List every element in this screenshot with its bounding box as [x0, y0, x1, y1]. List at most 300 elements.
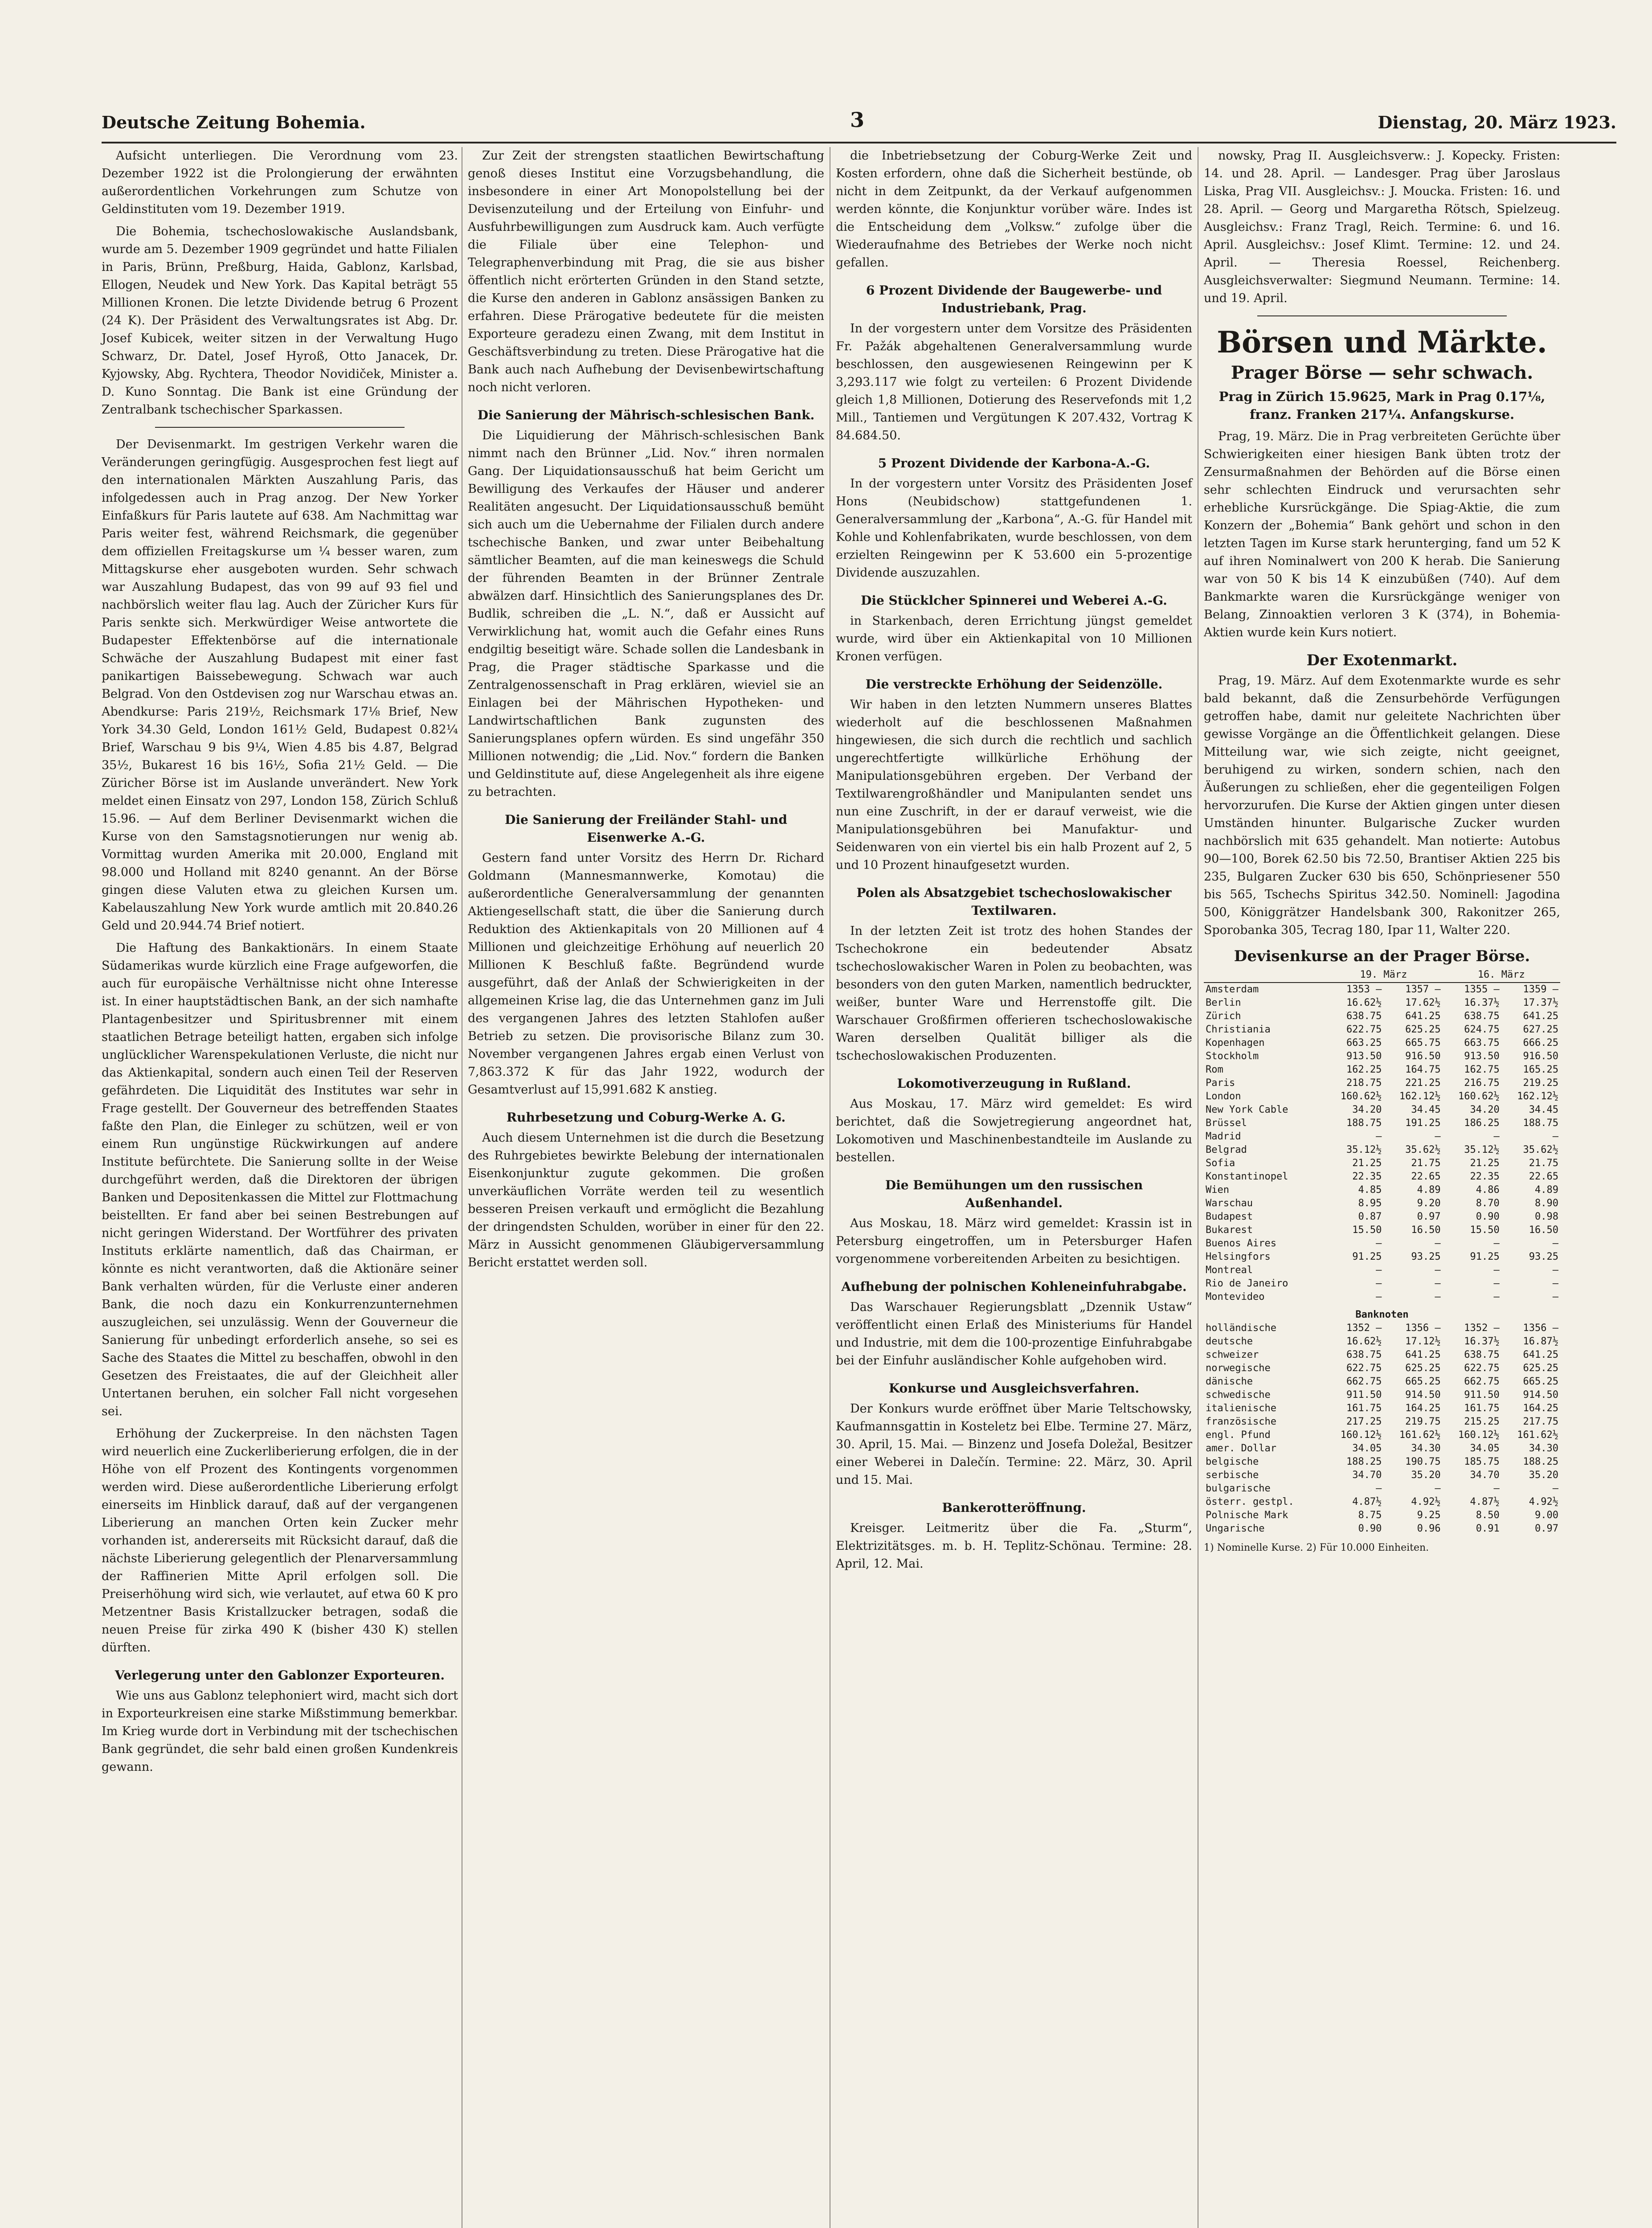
rate-value: 4.87½	[1352, 1496, 1382, 1507]
rate-value: —	[1376, 1278, 1382, 1289]
rate-value: 1356 —	[1523, 1323, 1558, 1334]
rate-value: 35.62½	[1523, 1144, 1558, 1155]
rate-value: 35.62½	[1405, 1144, 1441, 1155]
rate-value: 16.37½	[1464, 1336, 1500, 1347]
column-4	[1204, 147, 1560, 1557]
rate-value: 4.87½	[1470, 1496, 1500, 1507]
rate-value: 17.12½	[1405, 1336, 1441, 1347]
rates-col-date-1: 19. März	[1325, 968, 1442, 983]
rate-value: 914.50	[1405, 1389, 1441, 1401]
rate-value: —	[1376, 1483, 1382, 1494]
rate-value: 160.12½	[1340, 1429, 1382, 1441]
currency-name: französische	[1206, 1416, 1276, 1427]
currency-name: norwegische	[1206, 1363, 1271, 1374]
banknotes-heading: Banknoten	[1355, 1309, 1409, 1320]
rate-value: 0.87	[1358, 1211, 1382, 1222]
rate-value: 622.75	[1464, 1363, 1500, 1374]
rate-value: 16.62½	[1346, 1336, 1382, 1347]
rate-row	[1204, 1482, 1560, 1495]
rate-value: 93.25	[1411, 1251, 1441, 1262]
article-paragraph: Erhöhung der Zuckerpreise. In den nächsten Tagen wird neuerlich eine Zuckerliberierung erfolgen, die in der Höhe von elf Prozent des Kontingents vorgenommen werden wird. Diese außerordentliche Liberierung erfolgt einerseits im Hinblick darauf, daß auf der vergangenen Liberierung an manchen Orten kein Zucker mehr vorhanden ist, andererseits mit Rücksicht darauf, daß die nächste Liberierung gelegentlich der Plenarversammlung der Raffinerien Mitte April erfolgen soll. Die Preiserhöhung wird sich, wie verlautet, auf etwa 60 K pro Metzentner Basis Kristallzucker betragen, sodaß die neuen Preise für zirka 490 K (bisher 430 K) stellen dürften.	[102, 1427, 458, 1655]
rate-row	[1204, 1210, 1560, 1224]
currency-name: Madrid	[1206, 1131, 1241, 1142]
section-title-markets: Börsen und Märkte.	[1217, 325, 1547, 360]
article-paragraph: Aufsicht unterliegen. Die Verordnung vom 23. Dezember 1922 ist die Prolongierung der erwähnten außerordentlichen Vorkehrungen zum Schutze von Geldinstituten vom 19. Dezember 1919.	[102, 149, 458, 216]
rate-value: 638.75	[1464, 1011, 1500, 1022]
rate-value: 4.85	[1358, 1184, 1382, 1196]
rate-value: 35.20	[1411, 1470, 1441, 1481]
rate-value: 35.12½	[1346, 1144, 1382, 1155]
rate-value: 665.25	[1405, 1376, 1441, 1387]
rate-value: 188.25	[1346, 1456, 1382, 1467]
rate-value: 93.25	[1529, 1251, 1558, 1262]
article-heading: Lokomotiverzeugung in Rußland.	[897, 1076, 1131, 1091]
rate-value: 21.25	[1470, 1158, 1500, 1169]
rate-value: 911.50	[1464, 1389, 1500, 1401]
rate-value: —	[1435, 1483, 1441, 1494]
rate-value: 0.98	[1535, 1211, 1558, 1222]
rate-value: 34.45	[1529, 1104, 1558, 1115]
rate-row	[1204, 1130, 1560, 1143]
rate-value: 188.75	[1346, 1118, 1382, 1129]
rate-row	[1204, 1509, 1560, 1522]
currency-name: bulgarische	[1206, 1483, 1271, 1494]
prague-exchange-heading: Prager Börse — sehr schwach.	[1231, 362, 1533, 383]
rate-value: 216.75	[1464, 1077, 1500, 1089]
rate-value: 34.70	[1352, 1470, 1382, 1481]
rates-footnote: 1) Nominelle Kurse. 2) Für 10.000 Einheiten.	[1204, 1542, 1429, 1553]
rate-row	[1204, 1495, 1560, 1509]
article-paragraph: Zur Zeit der strengsten staatlichen Bewirtschaftung genoß dieses Institut eine Vorzugsbehandlung, die insbesondere in einer Art Monopolstellung bei der Devisenzuteilung und der Erteilung von Einfuhr- und Ausfuhrbewilligungen zum Ausdruck kam. Auch verfügte die Filiale über eine Telephon- und Telegraphenverbindung mit Prag, die sie aus bisher öffentlich nicht erörterten Gründen in den Stand setzte, die Kurse den anderen in Gablonz ansässigen Banken zu erfahren. Diese Prärogative bedeutete für die meisten Exporteure geradezu einen Zwang, mit dem Institut in Geschäftsverbindung zu treten. Diese Prärogative hat die Bank auch nach Aufhebung der Devisenbewirtschaftung noch nicht verloren.	[468, 149, 824, 394]
rate-value: 160.62½	[1340, 1091, 1382, 1102]
rate-value: 162.75	[1464, 1064, 1500, 1075]
rate-value: —	[1376, 1238, 1382, 1249]
rate-value: 219.75	[1405, 1416, 1441, 1427]
article-heading: Konkurse und Ausgleichsverfahren.	[888, 1381, 1140, 1396]
rate-row	[1204, 1429, 1560, 1442]
rate-value: 913.50	[1464, 1051, 1500, 1062]
rate-value: 1352 —	[1464, 1323, 1500, 1334]
article-heading: Ruhrbesetzung und Coburg-Werke A. G.	[506, 1110, 786, 1125]
rate-value: 8.70	[1476, 1198, 1500, 1209]
article-heading: 6 Prozent Dividende der Baugewerbe- und Industriebank, Prag.	[866, 283, 1162, 315]
article-paragraph: Kreisger. Leitmeritz über die Fa. „Sturm“, Elektrizitätsges. m. b. H. Teplitz-Schönau. Termine: 28. April, 12. Mai.	[836, 1521, 1192, 1571]
rate-value: 221.25	[1405, 1077, 1441, 1089]
currency-name: Ungarische	[1206, 1523, 1265, 1534]
rate-row	[1204, 1415, 1560, 1429]
rate-row	[1204, 1036, 1560, 1050]
rate-row	[1204, 1264, 1560, 1277]
rate-row	[1204, 996, 1560, 1010]
article-paragraph: nowsky, Prag II. Ausgleichsverw.: J. Kopecky. Fristen: 14. und 28. April. — Landesger. Prag über Jaroslaus Liska, Prag VII. Ausgleichsv.: J. Moucka. Fristen: 16. und 28. April. — Georg und Margaretha Rötsch, Spielzeug. Ausgleichsv.: Franz Tragl, Reich. Termine: 6. und 16. April. Ausgleichsv.: Josef Klimt. Termine: 12. und 24. April. — Theresia Roessel, Reichenberg. Ausgleichsverwalter: Siegmund Neumann. Termine: 14. und 19. April.	[1204, 149, 1560, 305]
rate-value: 186.25	[1464, 1118, 1500, 1129]
rate-value: 638.75	[1346, 1349, 1382, 1360]
rate-value: 622.75	[1346, 1363, 1382, 1374]
rates-table-title: Devisenkurse an der Prager Börse.	[1234, 947, 1530, 965]
article-paragraph: Die Bohemia, tschechoslowakische Auslandsbank, wurde am 5. Dezember 1909 gegründet und hatte Filialen in Paris, Brünn, Preßburg, Haida, Gablonz, Karlsbad, Ellogen, Neudek und New York. Das Kapital beträgt 55 Millionen Kronen. Die letzte Dividende betrug 6 Prozent (24 K). Der Präsident des Verwaltungsrates ist Abg. Dr. Josef Kubicek, weiter sitzen in der Verwaltung Hugo Schwarz, Dr. Datel, Josef Hyroß, Otto Janacek, Dr. Kyjowsky, Abg. Rychtera, Theodor Novidiček, Minister a. D. Kuno Sonntag. Die Bank ist eine Gründung der Zentralbank tschechischer Sparkassen.	[102, 225, 458, 417]
article-paragraph: Die Haftung des Bankaktionärs. In einem Staate Südamerikas wurde kürzlich eine Frage aufgeworfen, die auch für europäische Verhältnisse nicht ohne Interesse ist. In einer hauptstädtischen Bank, an der sich namhafte Plantagenbesitzer und Spiritusbrenner mit einem staatlichen Betrage beteiligt hatten, ergaben sich infolge unglücklicher Warenspekulationen Verluste, die nicht nur das Aktienkapital, sondern auch einen Teil der Reserven gefährdeten. Die Liquidität des Institutes war sehr in Frage gestellt. Der Gouverneur des betreffenden Staates faßte den Plan, die Einleger zu schützen, weil er von einem Run ungünstige Rückwirkungen auf andere Institute befürchtete. Die Sanierung sollte in der Weise durchgeführt werden, daß die Direktoren der übrigen Banken und Depositenkassen die Mittel zur Flottmachung beistellten. Er fand aber bei seinen Bestrebungen auf nicht geringen Widerstand. Der Wortführer des privaten Instituts erklärte namentlich, daß das Chairman, er könnte es nicht verantworten, daß die Aktionäre seiner Bank verhalten würden, für die Verluste einer anderen Bank, die noch dazu ein Konkurrenzunternehmen auszugleichen, sei unzulässig. Wenn der Gouverneur die Sanierung für unbedingt erforderlich ansehe, so sei es Sache des Staates die Mittel zu beschaffen, obwohl in den Gesetzen des Freistaates, die auf der Gleichheit aller Untertanen beruhen, ein solcher Fall nicht vorgesehen sei.	[102, 941, 458, 1418]
rate-value: 9.25	[1417, 1510, 1441, 1521]
rate-value: 1359 —	[1523, 984, 1558, 995]
currency-name: Polnische Mark	[1206, 1510, 1288, 1521]
rate-row	[1204, 1103, 1560, 1117]
currency-name: Stockholm	[1206, 1051, 1259, 1062]
rate-value: 190.75	[1405, 1456, 1441, 1467]
column-3	[836, 147, 1192, 1577]
currency-name: Kopenhagen	[1206, 1037, 1265, 1048]
rate-value: 1356 —	[1405, 1323, 1441, 1334]
rate-row	[1204, 1170, 1560, 1184]
rate-value: 22.35	[1470, 1171, 1500, 1182]
rate-value: 34.30	[1529, 1443, 1558, 1454]
rate-value: 164.25	[1405, 1403, 1441, 1414]
rate-row	[1204, 1455, 1560, 1469]
currency-name: Amsterdam	[1206, 984, 1259, 995]
rate-value: 638.75	[1346, 1011, 1382, 1022]
article-heading: 5 Prozent Dividende der Karbona-A.-G.	[878, 456, 1150, 471]
rate-row	[1204, 1402, 1560, 1415]
rate-value: 663.75	[1464, 1037, 1500, 1048]
rate-row	[1204, 1442, 1560, 1455]
rate-row	[1204, 1010, 1560, 1023]
rate-value: —	[1493, 1291, 1500, 1302]
article-paragraph: Wir haben in den letzten Nummern unseres Blattes wiederholt auf die beschlossenen Maßnahmen hingewiesen, die sich durch die rechtlich und sachlich ungerechtfertigte willkürliche Erhöhung der Manipulationsgebühren ergeben. Der Verband der Textilwarengroßhändler und Manipulanten sendet uns nun eine Zuschrift, in der er darauf verweist, wie die Manipulationsgebühren bei Manufaktur- und Seidenwaren von ein viertel bis ein halb Prozent auf 2, 5 und 10 Prozent hinaufgesetzt wurden.	[836, 698, 1192, 872]
rate-value: 0.91	[1476, 1523, 1500, 1534]
rate-value: —	[1552, 1131, 1558, 1142]
exchange-report: Prag, 19. März. Die in Prag verbreiteten Gerüchte über Schwierigkeiten einer hiesigen Bank übten trotz der Zensurmaßnahmen der Behörden auf die Börse einen sehr schlechten Eindruck und verursachten sehr erhebliche Kursrückgänge. Die Spiag-Aktie, die zum Konzern der „Bohemia“ Bank gehört und schon in den letzten Tagen im Kurse stark herunterging, fand um 52 K auf ihren Nominalwert von 200 K herab. Die Sanierung war von 50 K bis 14 K einzubüßen (740). Auf dem Bankmarkte waren die Kursrückgänge weniger von Belang, Zinnoaktien verloren 3 K (374), in Bohemia-Aktien wurde kein Kurs notiert.	[1204, 430, 1560, 639]
rate-value: —	[1376, 1131, 1382, 1142]
currency-name: Wien	[1206, 1184, 1229, 1196]
exotics-report: Prag, 19. März. Auf dem Exotenmarkte wurde es sehr bald bekannt, daß die Zensurbehörde Verfügungen getroffen habe, damit nur geleitete Nachrichten über gewisse Vorgänge an die Öffentlichkeit gelangen. Diese Mitteilung war, wie sich zeigte, nicht geeignet, beruhigend zu wirken, sondern schien, nach den Äußerungen zu schließen, eher die gegenteiligen Folgen hervorzurufen. Die Kurse der Aktien gingen unter diesen Umständen hinunter. Bulgarische Zucker wurden nachbörslich mit 635 gehandelt. Man notierte: Autobus 90—100, Borek 62.50 bis 72.50, Brantiser Aktien 225 bis 235, Bulgaren Zucker 630 bis 650, Schönpriesener 550 bis 565, Tschechs Spiritus 342.50. Nominell: Jagodina 500, Königgrätzer Handelsbank 300, Rakonitzer 265, Sporobanka 305, Tecrag 180, Ipar 11, Walter 220.	[1204, 674, 1560, 937]
currency-name: deutsche	[1206, 1336, 1253, 1347]
rate-value: 21.75	[1529, 1158, 1558, 1169]
rate-row	[1204, 1469, 1560, 1482]
section-rule	[1257, 315, 1507, 316]
rate-row	[1204, 1290, 1560, 1304]
rate-value: 0.97	[1417, 1211, 1441, 1222]
rate-value: 161.75	[1346, 1403, 1382, 1414]
article-paragraph: In der letzten Zeit ist trotz des hohen Standes der Tschechokrone ein bedeutender Absatz tschechoslowakischer Waren in Polen zu beobachten, was besonders von den guten Marken, namentlich bedruckter, weißer, bunter Ware und Herrenstoffe gilt. Die Warschauer Großfirmen offerieren tschechoslowakische Waren derselben Qualität billiger als die tschechoslowakischen Produzenten.	[836, 924, 1192, 1063]
rate-value: 17.37½	[1523, 997, 1558, 1008]
rate-value: 16.50	[1529, 1225, 1558, 1236]
rates-table-body	[1204, 983, 1560, 1536]
rate-row	[1204, 1117, 1560, 1130]
rate-value: 641.25	[1523, 1011, 1558, 1022]
currency-name: dänische	[1206, 1376, 1253, 1387]
currency-name: Brüssel	[1206, 1118, 1247, 1129]
currency-name: Rom	[1206, 1064, 1223, 1075]
rate-value: 34.70	[1470, 1470, 1500, 1481]
rate-value: 34.30	[1411, 1443, 1441, 1454]
rate-value: —	[1493, 1131, 1500, 1142]
rate-value: 161.62½	[1517, 1429, 1558, 1441]
rate-value: 662.75	[1346, 1376, 1382, 1387]
rate-value: —	[1376, 1265, 1382, 1276]
rate-value: 219.25	[1523, 1077, 1558, 1089]
article-paragraph: Gestern fand unter Vorsitz des Herrn Dr. Richard Goldmann (Mannesmannwerke, Komotau) die außerordentliche Generalversammlung der genannten Aktiengesellschaft statt, die über die Sanierung durch Reduktion des Aktienkapitals von 20 Millionen auf 4 Millionen und gleichzeitige Erhöhung auf neuerlich 20 Millionen K Beschluß faßte. Begründend wurde ausgeführt, daß der Anlaß der Schwierigkeiten in der allgemeinen Krise lag, die das Unternehmen ganz im Juli des vergangenen Jahres des letzten Stahlofen außer Betrieb zu setzen. Die provisorische Bilanz zum 30. November vergangenen Jahres ergab einen Verlust von 7,863.372 K für das Jahr 1922, wodurch der Gesamtverlust auf 15,991.682 K anstieg.	[468, 851, 824, 1097]
rate-value: 16.87½	[1523, 1336, 1558, 1347]
rate-row	[1204, 1197, 1560, 1210]
rate-row	[1204, 1023, 1560, 1036]
page-number: 3	[850, 108, 865, 132]
rate-value: 1353 —	[1346, 984, 1382, 995]
rate-value: 34.20	[1352, 1104, 1382, 1115]
currency-name: Buenos Aires	[1206, 1238, 1276, 1249]
rate-value: 22.65	[1529, 1171, 1558, 1182]
currency-name: Christiania	[1206, 1024, 1271, 1035]
masthead-title: Deutsche Zeitung Bohemia.	[102, 112, 366, 132]
rate-row	[1204, 1157, 1560, 1170]
rate-value: 165.25	[1523, 1064, 1558, 1075]
article-paragraph: Wie uns aus Gablonz telephoniert wird, macht sich dort in Exporteurkreisen eine starke Mißstimmung bemerkbar. Im Krieg wurde dort in Verbindung mit der tschechischen Bank gegründet, die sehr bald einen großen Kundenkreis gewann.	[102, 1689, 458, 1774]
rate-value: 34.05	[1470, 1443, 1500, 1454]
rate-value: 160.12½	[1458, 1429, 1500, 1441]
rate-value: —	[1552, 1483, 1558, 1494]
article-paragraph: Auch diesem Unternehmen ist die durch die Besetzung des Ruhrgebietes bewirkte Belebung der internationalen Eisenkonjunktur zugute gekommen. Die großen unverkäuflichen Vorräte werden teil zu wesentlich besseren Preisen verkauft und ermöglicht die Bezahlung der dringendsten Schulden, worüber in einer für den 22. März in Aussicht genommenen Gläubigerversammlung Bericht erstattet werden soll.	[468, 1131, 824, 1270]
rate-value: —	[1493, 1265, 1500, 1276]
rate-value: 665.75	[1405, 1037, 1441, 1048]
article-paragraph: Der Devisenmarkt. Im gestrigen Verkehr waren die Veränderungen geringfügig. Ausgesprochen fest liegt auf den internationalen Märkten Auszahlung Paris, das infolgedessen auch in Prag anzog. Der New Yorker Einfaßkurs für Paris lautete auf 638. Am Nachmittag war Paris weiter fest, während Reichsmark, die gegenüber dem offiziellen Freitagskurse um ¼ besser waren, zum Mittagskurse eher ausgeboten wurden. Sehr schwach war Auszahlung Budapest, das von 99 auf 93 fiel und nachbörslich weiter flau lag. Auch der Züricher Kurs für Paris senkte sich. Merkwürdiger Weise antwortete die Budapester Effektenbörse auf die internationale Schwäche der Auszahlung Budapest mit einer fast panikartigen Baissebewegung. Schwach war auch Belgrad. Von den Ostdevisen zog nur Warschau etwas an. Abendkurse: Paris 219½, Reichsmark 17⅛ Brief, New York 34.30 Geld, London 161½ Geld, Budapest 0.82¼ Brief, Warschau 9 bis 9¼, Wien 4.85 bis 4.87, Belgrad 35½, Bukarest 16 bis 16½, Sofia 21½ Geld. — Die Züricher Börse ist im Auslande unverändert. New York meldet einen Einsatz von 297, London 158, Zürich Schluß 15.96. — Auf dem Berliner Devisenmarkt wichen die Kurse von den Samstagsnotierungen nur wenig ab. Vormittag wurden Amerika mit 20.000, England mit 98.000 und Holland mit 8240 genannt. An der Börse gingen diese Valuten etwa zu gleichen Kursen um. Kabelauszahlung New York wurde amtlich mit 20.840.26 Geld und 20.944.74 Brief notiert.	[102, 438, 458, 933]
rate-row	[1204, 1143, 1560, 1157]
rate-row	[1204, 1250, 1560, 1264]
rate-value: 625.25	[1405, 1363, 1441, 1374]
article-heading: Die Sanierung der Freiländer Stahl- und Eisenwerke A.-G.	[505, 812, 787, 845]
currency-name: schweizer	[1206, 1349, 1259, 1360]
rate-value: 641.25	[1405, 1349, 1441, 1360]
rate-value: —	[1493, 1238, 1500, 1249]
banknotes-section	[1204, 1304, 1560, 1322]
rate-row	[1204, 1077, 1560, 1090]
exchange-rates-table	[1204, 968, 1560, 1536]
rate-value: —	[1435, 1278, 1441, 1289]
rate-value: 35.12½	[1464, 1144, 1500, 1155]
rate-value: —	[1552, 1238, 1558, 1249]
currency-name: serbische	[1206, 1470, 1259, 1481]
rate-value: —	[1435, 1291, 1441, 1302]
rate-value: 0.96	[1417, 1523, 1441, 1534]
rate-value: 914.50	[1523, 1389, 1558, 1401]
rate-value: 35.20	[1529, 1470, 1558, 1481]
rate-value: 161.62½	[1399, 1429, 1441, 1441]
rate-row	[1204, 1322, 1560, 1335]
insolvency-notices	[1204, 147, 1560, 307]
rate-row	[1204, 1335, 1560, 1348]
column-1	[102, 147, 458, 1781]
page-header	[102, 102, 1616, 142]
rate-value: 911.50	[1346, 1389, 1382, 1401]
issue-date: Dienstag, 20. März 1923.	[1378, 112, 1616, 132]
rate-row	[1204, 983, 1560, 996]
rate-row	[1204, 1522, 1560, 1536]
currency-name: Sofia	[1206, 1158, 1235, 1169]
currency-name: London	[1206, 1091, 1241, 1102]
currency-name: Warschau	[1206, 1198, 1253, 1209]
rate-value: 666.25	[1523, 1037, 1558, 1048]
rate-value: —	[1552, 1278, 1558, 1289]
currency-name: belgische	[1206, 1456, 1259, 1467]
rate-value: 4.89	[1417, 1184, 1441, 1196]
rate-value: 622.75	[1346, 1024, 1382, 1035]
rate-value: 16.50	[1411, 1225, 1441, 1236]
rate-value: 191.25	[1405, 1118, 1441, 1129]
currency-name: Berlin	[1206, 997, 1241, 1008]
rate-row	[1204, 1224, 1560, 1237]
rates-blank-header	[1204, 968, 1325, 983]
rate-row	[1204, 1063, 1560, 1077]
rate-value: 8.50	[1476, 1510, 1500, 1521]
rate-value: 217.75	[1523, 1416, 1558, 1427]
currency-name: holländische	[1206, 1323, 1276, 1334]
currency-name: engl. Pfund	[1206, 1429, 1271, 1441]
article-heading: Die Sanierung der Mährisch-schlesischen Bank.	[477, 408, 815, 422]
rate-value: 22.35	[1352, 1171, 1382, 1182]
currency-name: Helsingfors	[1206, 1251, 1271, 1262]
rate-value: 4.92½	[1529, 1496, 1558, 1507]
header-rule	[102, 142, 1616, 143]
rate-value: 8.95	[1358, 1198, 1382, 1209]
article-paragraph: in Starkenbach, deren Errichtung jüngst gemeldet wurde, wird über ein Aktienkapital von 10 Millionen Kronen verfügen.	[836, 614, 1192, 663]
rate-value: 1357 —	[1405, 984, 1441, 995]
article-heading: Aufhebung der polnischen Kohleneinfuhrabgabe.	[841, 1279, 1187, 1294]
rate-value: 15.50	[1470, 1225, 1500, 1236]
rate-value: 161.75	[1464, 1403, 1500, 1414]
rate-value: 15.50	[1352, 1225, 1382, 1236]
rate-value: 665.25	[1523, 1376, 1558, 1387]
rate-value: 9.00	[1535, 1510, 1558, 1521]
rate-value: —	[1435, 1265, 1441, 1276]
rate-value: 22.65	[1411, 1171, 1441, 1182]
article-heading: Die Stücklcher Spinnerei und Weberei A.-G.	[861, 593, 1167, 608]
currency-name: schwedische	[1206, 1389, 1271, 1401]
rate-value: 916.50	[1405, 1051, 1441, 1062]
rate-value: 0.90	[1358, 1523, 1382, 1534]
currency-name: Budapest	[1206, 1211, 1253, 1222]
rate-row	[1204, 1237, 1560, 1250]
currency-name: Belgrad	[1206, 1144, 1247, 1155]
article-paragraph: Der Konkurs wurde eröffnet über Marie Teltschowsky, Kaufmannsgattin in Kosteletz bei Elbe. Termine 27. März, 30. April, 15. Mai. — Binzenz und Josefa Doležal, Besitzer einer Weberei in Dalečín. Termine: 22. März, 30. April und 15. Mai.	[836, 1402, 1192, 1487]
currency-name: Rio de Janeiro	[1206, 1278, 1288, 1289]
article-heading: Polen als Absatzgebiet tschechoslowakischer Textilwaren.	[856, 885, 1172, 918]
rate-value: 160.62½	[1458, 1091, 1500, 1102]
rate-value: 9.20	[1417, 1198, 1441, 1209]
article-heading: Bankerotteröffnung.	[942, 1500, 1086, 1515]
rate-row	[1204, 1050, 1560, 1063]
rate-value: —	[1552, 1265, 1558, 1276]
rate-value: 16.62½	[1346, 997, 1382, 1008]
rate-value: 663.25	[1346, 1037, 1382, 1048]
rate-value: 164.25	[1523, 1403, 1558, 1414]
rate-value: 16.37½	[1464, 997, 1500, 1008]
rate-value: 164.75	[1405, 1064, 1441, 1075]
article-heading: Die verstreckte Erhöhung der Seidenzölle.	[865, 677, 1163, 692]
article-heading: Die Bemühungen um den russischen Außenhandel.	[885, 1178, 1143, 1210]
rate-value: —	[1552, 1291, 1558, 1302]
rate-value: 218.75	[1346, 1077, 1382, 1089]
rate-value: —	[1435, 1131, 1441, 1142]
rate-value: 21.25	[1352, 1158, 1382, 1169]
rate-value: 91.25	[1470, 1251, 1500, 1262]
rate-value: 4.92½	[1411, 1496, 1441, 1507]
rate-value: 17.62½	[1405, 997, 1441, 1008]
rate-value: 1355 —	[1464, 984, 1500, 995]
rate-value: 662.75	[1464, 1376, 1500, 1387]
rate-value: 34.45	[1411, 1104, 1441, 1115]
rate-value: 162.25	[1346, 1064, 1382, 1075]
currency-name: Paris	[1206, 1077, 1235, 1089]
rate-row	[1204, 1388, 1560, 1402]
rate-value: 185.75	[1464, 1456, 1500, 1467]
rate-row	[1204, 1184, 1560, 1197]
rate-value: 641.25	[1523, 1349, 1558, 1360]
rate-value: 34.05	[1352, 1443, 1382, 1454]
rate-row	[1204, 1348, 1560, 1362]
column-2	[468, 147, 824, 1276]
rate-value: —	[1493, 1278, 1500, 1289]
rate-value: 8.90	[1535, 1198, 1558, 1209]
currency-name: Montreal	[1206, 1265, 1253, 1276]
rate-value: 0.97	[1535, 1523, 1558, 1534]
rate-value: 638.75	[1464, 1349, 1500, 1360]
rate-value: —	[1493, 1483, 1500, 1494]
section-rule	[155, 427, 405, 428]
rate-value: 8.75	[1358, 1510, 1382, 1521]
currency-name: Bukarest	[1206, 1225, 1253, 1236]
currency-name: Zürich	[1206, 1011, 1241, 1022]
rate-value: 91.25	[1352, 1251, 1382, 1262]
rate-value: 913.50	[1346, 1051, 1382, 1062]
currency-name: österr. gestpl.	[1206, 1496, 1294, 1507]
article-heading: Verlegerung unter den Gablonzer Exporteuren.	[114, 1668, 445, 1683]
rates-col-date-2: 16. März	[1443, 968, 1560, 983]
currency-name: Montevideo	[1206, 1291, 1265, 1302]
currency-name: Konstantinopel	[1206, 1171, 1288, 1182]
rate-value: 916.50	[1523, 1051, 1558, 1062]
article-paragraph: In der vorgestern unter Vorsitz des Präsidenten Josef Hons (Neubidschow) stattgefundenen 1. Generalversammlung der „Karbona“, A.-G. für Handel mit Kohle und Kohlenfabrikaten, wurde beschlossen, von dem erzielten Reingewinn per K 53.600 ein 5-prozentige Dividende auszuzahlen.	[836, 477, 1192, 580]
rate-value: 188.75	[1523, 1118, 1558, 1129]
article-paragraph: In der vorgestern unter dem Vorsitze des Präsidenten Fr. Pažák abgehaltenen Generalversammlung wurde beschlossen, den ausgewiesenen Reingewinn per K 3,293.117 wie folgt zu verteilen: 6 Prozent Dividende gleich 1,8 Millionen, Dotierung des Reservefonds mit 1,2 Mill., Tantiemen und Vergütungen K 207.432, Vortrag K 84.684.50.	[836, 322, 1192, 442]
rate-value: 1352 —	[1346, 1323, 1382, 1334]
rate-value: 627.25	[1523, 1024, 1558, 1035]
exotics-heading: Der Exotenmarkt.	[1306, 651, 1458, 669]
rate-value: 188.25	[1523, 1456, 1558, 1467]
rate-value: 4.86	[1476, 1184, 1500, 1196]
currency-name: amer. Dollar	[1206, 1443, 1276, 1454]
article-paragraph: Die Liquidierung der Mährisch-schlesischen Bank nimmt nach den Brünner „Lid. Nov.“ ihren normalen Gang. Der Liquidationsausschuß hat beim Gericht um Bewilligung des Verkaufes der Häuser und anderer Realitäten angesucht. Der Liquidationsausschuß bemüht sich auch um die Uebernahme der Filialen durch andere tschechische Banken, und zwar unter Beibehaltung sämtlicher Beamten, auf die man keineswegs die Schuld der führenden Beamten in der Brünner Zentrale abwälzen darf. Hinsichtlich des Sanierungsplanes des Dr. Budlik, schreiben die „L. N.“, daß er Aussicht auf Verwirklichung hat, womit auch die Gefahr eines Runs endgiltig beseitigt wäre. Schade sollen die Landesbank in Prag, die Prager städtische Sparkasse und die Zentralgenossenschaft in Prag erklären, wieviel sie an Einlagen bei der Mährischen Hypotheken- und Landwirtschaftlichen Bank zugunsten des Sanierungsplanes opfern würden. Es sind ungefähr 350 Millionen notwendig; die „Lid. Nov.“ fordern die Banken und Geldinstitute auf, diese Angelegenheit als ihre eigene zu betrachten.	[468, 429, 824, 799]
article-paragraph: die Inbetriebsetzung der Coburg-Werke Zeit und Kosten erfordern, ohne daß die Sicherheit bestünde, ob nicht in dem Zeitpunkt, da der Verkauf aufgenommen werden könnte, die Konjunktur vorüber wäre. Indes ist die Entscheidung dem „Volksw.“ zufolge über die Wiederaufnahme des Betriebes der Werke noch nicht gefallen.	[836, 149, 1192, 270]
article-paragraph: Aus Moskau, 18. März wird gemeldet: Krassin ist in Petersburg eingetroffen, um in Petersburger Hafen vorgenommene vorbereitenden Arbeiten zu besichtigen.	[836, 1216, 1192, 1266]
rate-value: 34.20	[1470, 1104, 1500, 1115]
article-paragraph: Aus Moskau, 17. März wird gemeldet: Es wird berichtet, daß die Sowjetregierung angeordnet hat, Lokomotiven und Maschinenbestandteile im Auslande zu bestellen.	[836, 1097, 1192, 1164]
rate-row	[1204, 1090, 1560, 1103]
rate-value: 0.90	[1476, 1211, 1500, 1222]
rate-value: 162.12½	[1517, 1091, 1558, 1102]
rate-value: —	[1435, 1238, 1441, 1249]
rate-value: 217.25	[1346, 1416, 1382, 1427]
rate-value: 21.75	[1411, 1158, 1441, 1169]
rate-row	[1204, 1375, 1560, 1388]
currency-name: italienische	[1206, 1403, 1276, 1414]
article-paragraph: Das Warschauer Regierungsblatt „Dzennik Ustaw“ veröffentlicht einen Erlaß des Ministeriums für Handel und Industrie, mit dem die 100-prozentige Einfuhrabgabe bei der Einfuhr ausländischer Kohle aufgehoben wird.	[836, 1300, 1192, 1368]
rate-value: 625.25	[1405, 1024, 1441, 1035]
rate-value: 641.25	[1405, 1011, 1441, 1022]
rate-value: 4.89	[1535, 1184, 1558, 1196]
rate-row	[1204, 1277, 1560, 1290]
rate-value: 625.25	[1523, 1363, 1558, 1374]
rate-row	[1204, 1362, 1560, 1375]
rate-value: 162.12½	[1399, 1091, 1441, 1102]
currency-name: New York Cable	[1206, 1104, 1288, 1115]
rate-value: 215.25	[1464, 1416, 1500, 1427]
